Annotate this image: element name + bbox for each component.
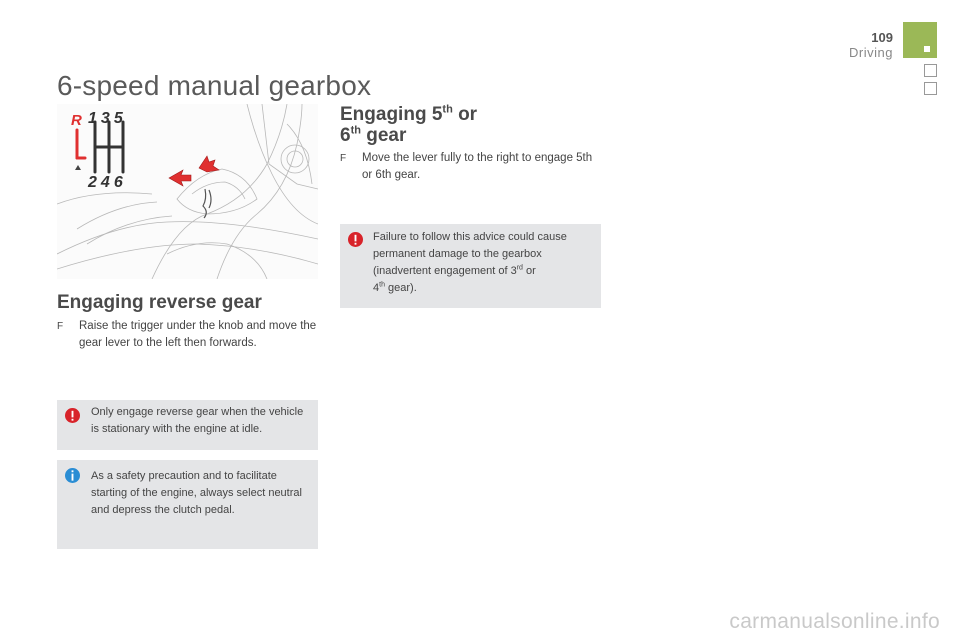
fifth-instruction (340, 150, 602, 184)
page-number: 109 (871, 30, 893, 45)
gear-number: 4 (100, 174, 114, 191)
gear-number: 6 (113, 174, 127, 191)
square-icon (924, 46, 930, 52)
nav-tab-active[interactable] (903, 22, 937, 58)
warning-part: Failure to follow this advice could cause permanent damage to the gearbox (inadvertent engagement of 3 (373, 231, 567, 277)
gear-number: 3 (100, 110, 114, 127)
reverse-instruction (57, 318, 319, 352)
nav-tab[interactable] (924, 82, 937, 95)
heading-part: Engaging 5 (340, 104, 443, 125)
bullet-mark: F (340, 153, 347, 164)
warning-part: or (522, 265, 536, 277)
reverse-warning-note (57, 400, 318, 450)
reverse-gear-label: R (71, 112, 82, 129)
heading-part: or (452, 104, 478, 125)
page-title: 6-speed manual gearbox (57, 70, 372, 101)
reverse-instruction-text: Raise the trigger under the knob and move the gear lever to the left then forwards. (79, 320, 317, 349)
gear-numbers-bottom (88, 174, 127, 192)
fifth-warning-text (340, 224, 601, 297)
safety-info-note (57, 460, 318, 549)
gear-numbers-top (88, 110, 127, 128)
heading-part: gear (360, 125, 407, 146)
info-icon (65, 468, 80, 483)
bullet-mark: F (57, 321, 64, 332)
warning-sup: th (379, 281, 385, 289)
gear-number: 5 (113, 110, 127, 127)
reverse-gear-heading: Engaging reverse gear (57, 292, 262, 313)
fifth-sixth-gear-heading (340, 104, 477, 146)
warning-sup: rd (516, 264, 523, 272)
gear-shift-illustration (57, 104, 318, 279)
gear-number: 1 (88, 110, 101, 127)
heading-sup: th (350, 124, 361, 137)
reverse-warning-text: Only engage reverse gear when the vehicle is stationary with the engine at idle. (91, 406, 304, 435)
watermark: carmanualsonline.info (729, 610, 940, 633)
safety-info-text: As a safety precaution and to facilitate starting of the engine, always select neutral and depress the clutch pedal. (91, 470, 302, 516)
warning-icon (348, 232, 363, 247)
heading-sup: th (442, 103, 453, 116)
fifth-warning-note (340, 224, 601, 308)
section-name: Driving (849, 45, 893, 60)
nav-tab[interactable] (924, 64, 937, 77)
warning-part: 4 (373, 282, 380, 294)
fifth-instruction-text: Move the lever fully to the right to engage 5th or 6th gear. (362, 152, 593, 181)
gear-number: 2 (88, 174, 101, 191)
warning-icon (65, 408, 80, 423)
warning-part: gear). (384, 282, 417, 294)
heading-part: 6 (340, 125, 351, 146)
